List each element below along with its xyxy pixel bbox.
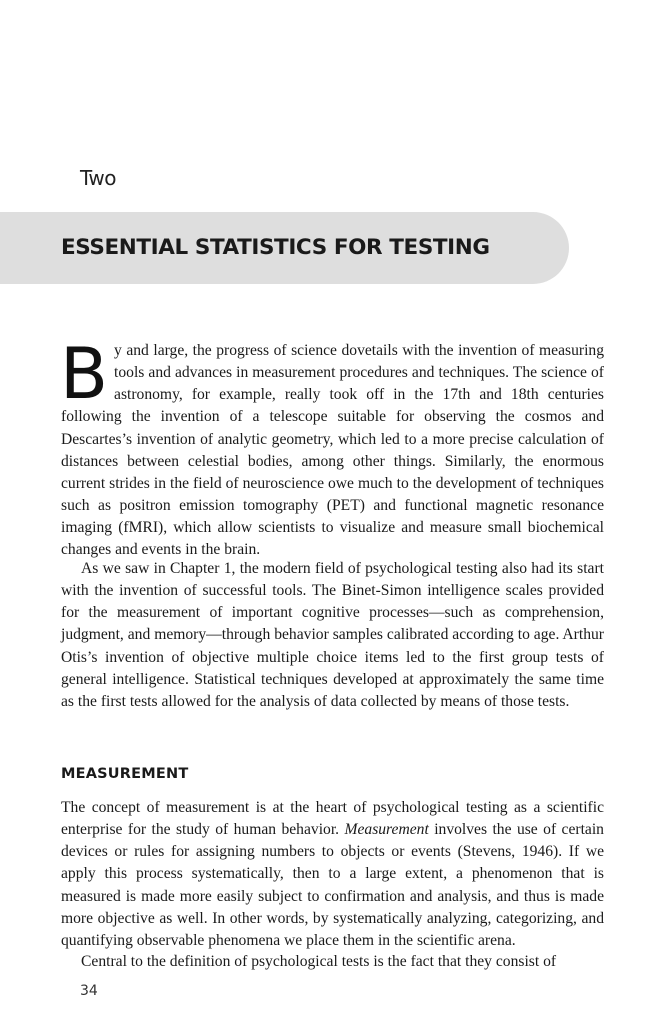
drop-cap: B (60, 333, 109, 415)
measurement-term: Measurement (344, 821, 429, 839)
intro-paragraph (60, 333, 604, 562)
measurement-text-start: The concept of measurement is at the heart of psychological testing as a scientific enterprise for the study of human behavior. (61, 799, 604, 839)
page-number: 34 (80, 983, 98, 999)
chapter-number: Two (80, 166, 116, 190)
chapter-title: ESSENTIAL STATISTICS FOR TESTING (61, 235, 490, 260)
continuing-paragraph: Central to the definition of psychological tests is the fact that they consist of (81, 953, 557, 970)
second-paragraph: As we saw in Chapter 1, the modern field of psychological testing also had its start with the invention of successful tools. The Binet-Simon intelligence scales provided for the measurement of important cognitive processes—such as comprehension, judgment, and memory—through behavior samples calibrated according to age. Arthur Otis’s invention of objective multiple choice items led to the first group tests of general intelligence. Statistical techniques developed at approximately the same time as the first tests allowed for the analysis of data collected by means of those tests. (61, 560, 604, 710)
intro-paragraph-text: y and large, the progress of science dovetails with the invention of measuring tools and advances in measurement procedures and techniques. The science of astronomy, for example, really took off in the 17th and 18th centuries following the invention of a telescope suitable for observing the cosmos and Descartes’s invention of analytic geometry, which led to a more precise calculation of distances between celestial bodies, among other things. Similarly, the enormous current strides in the field of neuroscience owe much to the development of techniques such as positron emission tomography (PET) and functional magnetic resonance imaging (fMRI), which allow scientists to visualize and measure small biochemical changes and events in the brain. (61, 342, 604, 559)
section-heading: MEASUREMENT (61, 766, 189, 782)
measurement-text-end: involves the use of certain devices or rules for assigning numbers to objects or events (Stevens, 1946). If we apply this process systematically, then to a large extent, a phenomenon that is measured is made more easily subject to confirmation and analysis, and thus is made more objective as well. In other words, by systematically analyzing, categorizing, and quantifying observable phenomena we place them in the scientific arena. (61, 821, 604, 949)
measurement-paragraph (61, 797, 604, 952)
